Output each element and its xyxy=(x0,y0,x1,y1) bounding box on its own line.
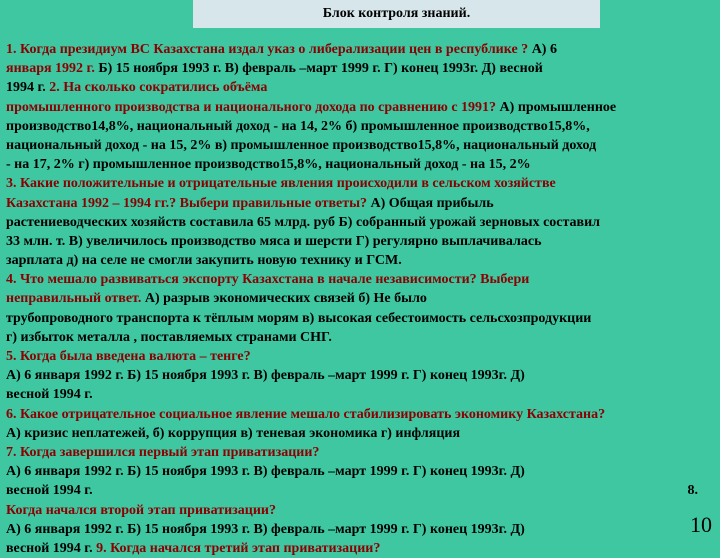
text-line xyxy=(6,136,716,155)
text-line xyxy=(6,539,716,558)
text-line xyxy=(6,462,716,481)
text-line xyxy=(6,289,716,308)
answer-text: А) Общая прибыль xyxy=(370,195,494,211)
text-line xyxy=(6,347,716,366)
question-text: Казахстана 1992 – 1994 гг.? Выбери правильные ответы? xyxy=(6,195,371,211)
question-text: 1. Когда президиум ВС Казахстана издал указ о либерализации цен в республике ? xyxy=(6,42,529,57)
question-text: неправильный ответ. xyxy=(6,291,145,307)
question-number: 8. xyxy=(687,483,698,499)
answer-text: А) разрыв экономических связей б) Не было xyxy=(144,291,427,307)
answer-text: 1994 г. xyxy=(6,80,50,96)
text-line xyxy=(6,59,716,78)
answer-text: г) избыток металла , поставляемых странами СНГ. xyxy=(6,329,332,345)
answer-text: А) 6 xyxy=(528,42,557,57)
answer-text: А) промышленное xyxy=(499,99,617,115)
text-line xyxy=(6,443,716,462)
text-line xyxy=(6,194,716,213)
answer-text: весной 1994 г. xyxy=(6,540,97,556)
answer-text: 33 млн. т. В) увеличилось производство мяса и шерсти Г) регулярно выплачивалась xyxy=(6,233,542,249)
question-text: 7. Когда завершился первый этап приватизации? xyxy=(6,444,320,460)
text-line xyxy=(6,424,716,443)
answer-text: национальный доход - на 15, 2% в) промышленное производство15,8%, национальный доход xyxy=(6,137,597,153)
text-line xyxy=(6,385,716,404)
question-text: Когда начался второй этап приватизации? xyxy=(6,502,276,518)
text-line xyxy=(6,232,716,251)
question-text: 2. На сколько сократились объёма xyxy=(49,80,268,96)
answer-text: растениеводческих хозяйств составила 65 млрд. руб Б) собранный урожай зерновых составил xyxy=(6,214,601,230)
answer-text: весной 1994 г. xyxy=(6,387,93,403)
text-line xyxy=(6,78,716,97)
text-line xyxy=(6,481,716,500)
question-text: 3. Какие положительные и отрицательные явления происходили в сельском хозяйстве xyxy=(6,176,556,192)
text-line xyxy=(6,366,716,385)
page-title: Блок контроля знаний. xyxy=(193,0,600,28)
answer-text: Б) 15 ноября 1993 г. В) февраль –март 1999 г. Г) конец 1993г. Д) весной xyxy=(94,61,543,77)
text-line xyxy=(6,98,716,117)
page-number: 10 xyxy=(690,512,712,537)
question-text: 5. Когда была введена валюта – тенге? xyxy=(6,349,251,364)
text-line xyxy=(6,309,716,328)
answer-text: весной 1994 г. xyxy=(6,483,93,499)
answer-text: А) кризис неплатежей, б) коррупция в) теневая экономика г) инфляция xyxy=(6,425,461,441)
text-line xyxy=(6,117,716,136)
text-line xyxy=(6,328,716,347)
question-text: промышленного производства и национального дохода по сравнению с 1991? xyxy=(6,99,500,115)
answer-text: А) 6 января 1992 г. Б) 15 ноября 1993 г. В) февраль –март 1999 г. Г) конец 1993г. Д) xyxy=(6,368,525,384)
answer-text: А) 6 января 1992 г. Б) 15 ноября 1993 г. В) февраль –март 1999 г. Г) конец 1993г. Д) xyxy=(6,464,525,480)
answer-text: - на 17, 2% г) промышленное производство15,8%, национальный доход - на 15, 2% xyxy=(6,157,531,173)
text-line xyxy=(6,155,716,174)
text-line xyxy=(6,270,716,289)
answer-text: производство14,8%, национальный доход - на 14, 2% б) промышленное производство15,8%, xyxy=(6,118,590,134)
text-line xyxy=(6,405,716,424)
question-text: 6. Какое отрицательное социальное явление мешало стабилизировать экономику Казахстана? xyxy=(6,406,606,422)
answer-text: А) 6 января 1992 г. Б) 15 ноября 1993 г. В) февраль –март 1999 г. Г) конец 1993г. Д) xyxy=(6,521,525,537)
question-text: 9. Когда начался третий этап приватизации? xyxy=(96,540,381,556)
text-line xyxy=(6,174,716,193)
text-line xyxy=(6,251,716,270)
answer-text: трубопроводного транспорта к тёплым морям в) высокая себестоимость сельсхозпродукции xyxy=(6,310,592,326)
text-line xyxy=(6,501,716,520)
question-text: 4. Что мешало развиваться экспорту Казахстана в начале независимости? Выбери xyxy=(6,272,530,288)
text-line xyxy=(6,213,716,232)
quiz-text xyxy=(6,40,716,558)
question-text: января 1992 г. xyxy=(6,61,95,77)
text-line xyxy=(6,520,716,539)
answer-text: зарплата д) на селе не смогли закупить новую технику и ГСМ. xyxy=(6,253,402,269)
text-line xyxy=(6,40,716,59)
